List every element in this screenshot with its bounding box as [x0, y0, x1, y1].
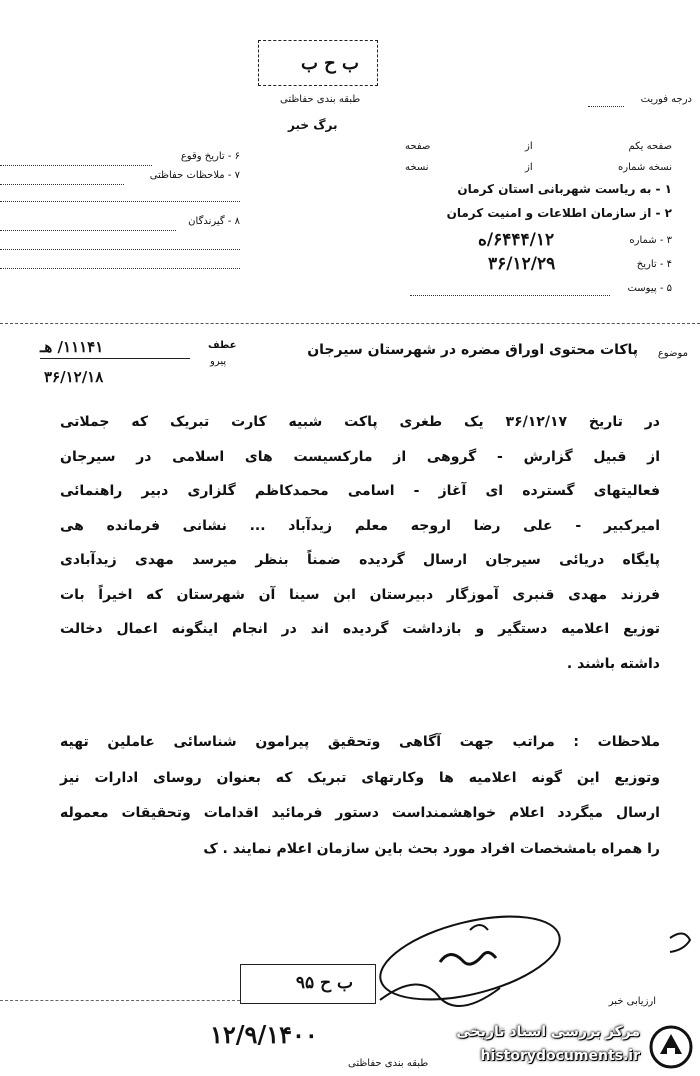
copy-unit: نسخه [405, 162, 429, 173]
page-label: صفحه یکم [628, 141, 672, 152]
field-3-label: ۳ - شماره [629, 235, 672, 246]
watermark [450, 1020, 698, 1074]
field-8-label: ۸ - گیرندگان [188, 216, 240, 227]
body-line: فرزند مهدی قنبری آموزگار دبیرستان ابن سینا آن شهرستان که اخیراً بات [60, 586, 660, 603]
field-7-label: ۷ - ملاحظات حفاظتی [149, 170, 240, 181]
body-line: داشته باشند . [566, 655, 660, 672]
subject-ref-date: ۳۶/۱۲/۱۸ [44, 368, 104, 386]
notes-line: ارسال میگردد اعلام خواهشمنداست دستور فرمائید اقدامات وتحقیقات معموله [60, 805, 660, 821]
notes-line: وتوزیع این گونه اعلامیه ها وکارتهای تبریک که بعنوان روسای ادارات نیز [60, 769, 660, 786]
classification-label: طبقه بندی حفاظتی [280, 94, 361, 105]
notes-line: ملاحظات : مراتب جهت آگاهی وتحقیق پیرامون شناسائی عاملین تهیه [60, 734, 660, 750]
body-line: پایگاه دریائی سیرجان ارسال گردیده ضمناً بنظر میرسد مهدی زیدآبادی [60, 552, 660, 568]
watermark-line2: historydocuments.ir [480, 1048, 640, 1064]
copy-of: از [525, 162, 533, 173]
subject-text: پاکات محتوی اوراق مضره در شهرستان سیرجان [307, 342, 638, 358]
evaluation-label: ارزیابی خبر [608, 996, 656, 1007]
body-line: فعالیتهای گسترده ای آغاز - اسامی محمدکاظم گلزاری دبیر راهنمائی [60, 483, 660, 499]
subject-ref-label-bottom: پیرو [210, 356, 227, 367]
field-3-value: ۶۴۴۴/۱۲/ه [478, 230, 555, 250]
copy-label: نسخه شماره [618, 162, 672, 173]
subject-ref-number: ۱۱۱۴۱/ هـ [40, 338, 104, 356]
form-title: برگ خبر [288, 118, 338, 132]
archive-logo-icon [648, 1024, 694, 1070]
field-1-label: ۱ - به ریاست شهربانی استان کرمان [457, 182, 672, 196]
page-unit: صفحه [405, 141, 431, 152]
body-line: در تاریخ ۳۶/۱۲/۱۷ یک طغری پاکت شبیه کارت تبریک که جملاتی [60, 414, 660, 430]
field-5-label: ۵ - پیوست [627, 283, 672, 294]
field-6-label: ۶ - تاریخ وقوع [180, 151, 240, 162]
body-line: امیرکبیر - علی رضا اروجه معلم زیدآباد ... نشانی فرمانده هی [60, 517, 660, 534]
subject-ref-label-top: عطف [208, 340, 237, 351]
top-stamp-text: ب ح ب [300, 53, 359, 74]
bottom-handwriting: ۱۲/۹/۱۴۰۰ [210, 1020, 318, 1049]
field-4-value: ۳۶/۱۲/۲۹ [488, 254, 556, 274]
priority-label: درجه فوریت [640, 94, 692, 105]
bottom-stamp-text: ب ح ۹۵ [295, 973, 353, 993]
field-2-label: ۲ - از سازمان اطلاعات و امنیت کرمان [446, 206, 672, 220]
classification-bottom: طبقه بندی حفاظتی [348, 1058, 429, 1069]
subject-label: موضوع [657, 348, 688, 359]
body-line: توزیع اعلامیه دستگیر و بازداشت گردیده اند در انجام اینگونه اعمال دخالت [60, 621, 660, 637]
field-4-label: ۴ - تاریخ [636, 259, 672, 270]
page-of: از [525, 141, 533, 152]
watermark-line1: مرکز بررسی اسناد تاریخی [456, 1024, 640, 1040]
notes-line: را همراه بامشخصات افراد مورد بحث باین سازمان اعلام نمایند . ک [203, 840, 660, 857]
bottom-stamp [240, 964, 376, 1004]
body-line: از قبیل گزارش - گروهی از مارکسیست های اسلامی در سیرجان [60, 448, 660, 465]
